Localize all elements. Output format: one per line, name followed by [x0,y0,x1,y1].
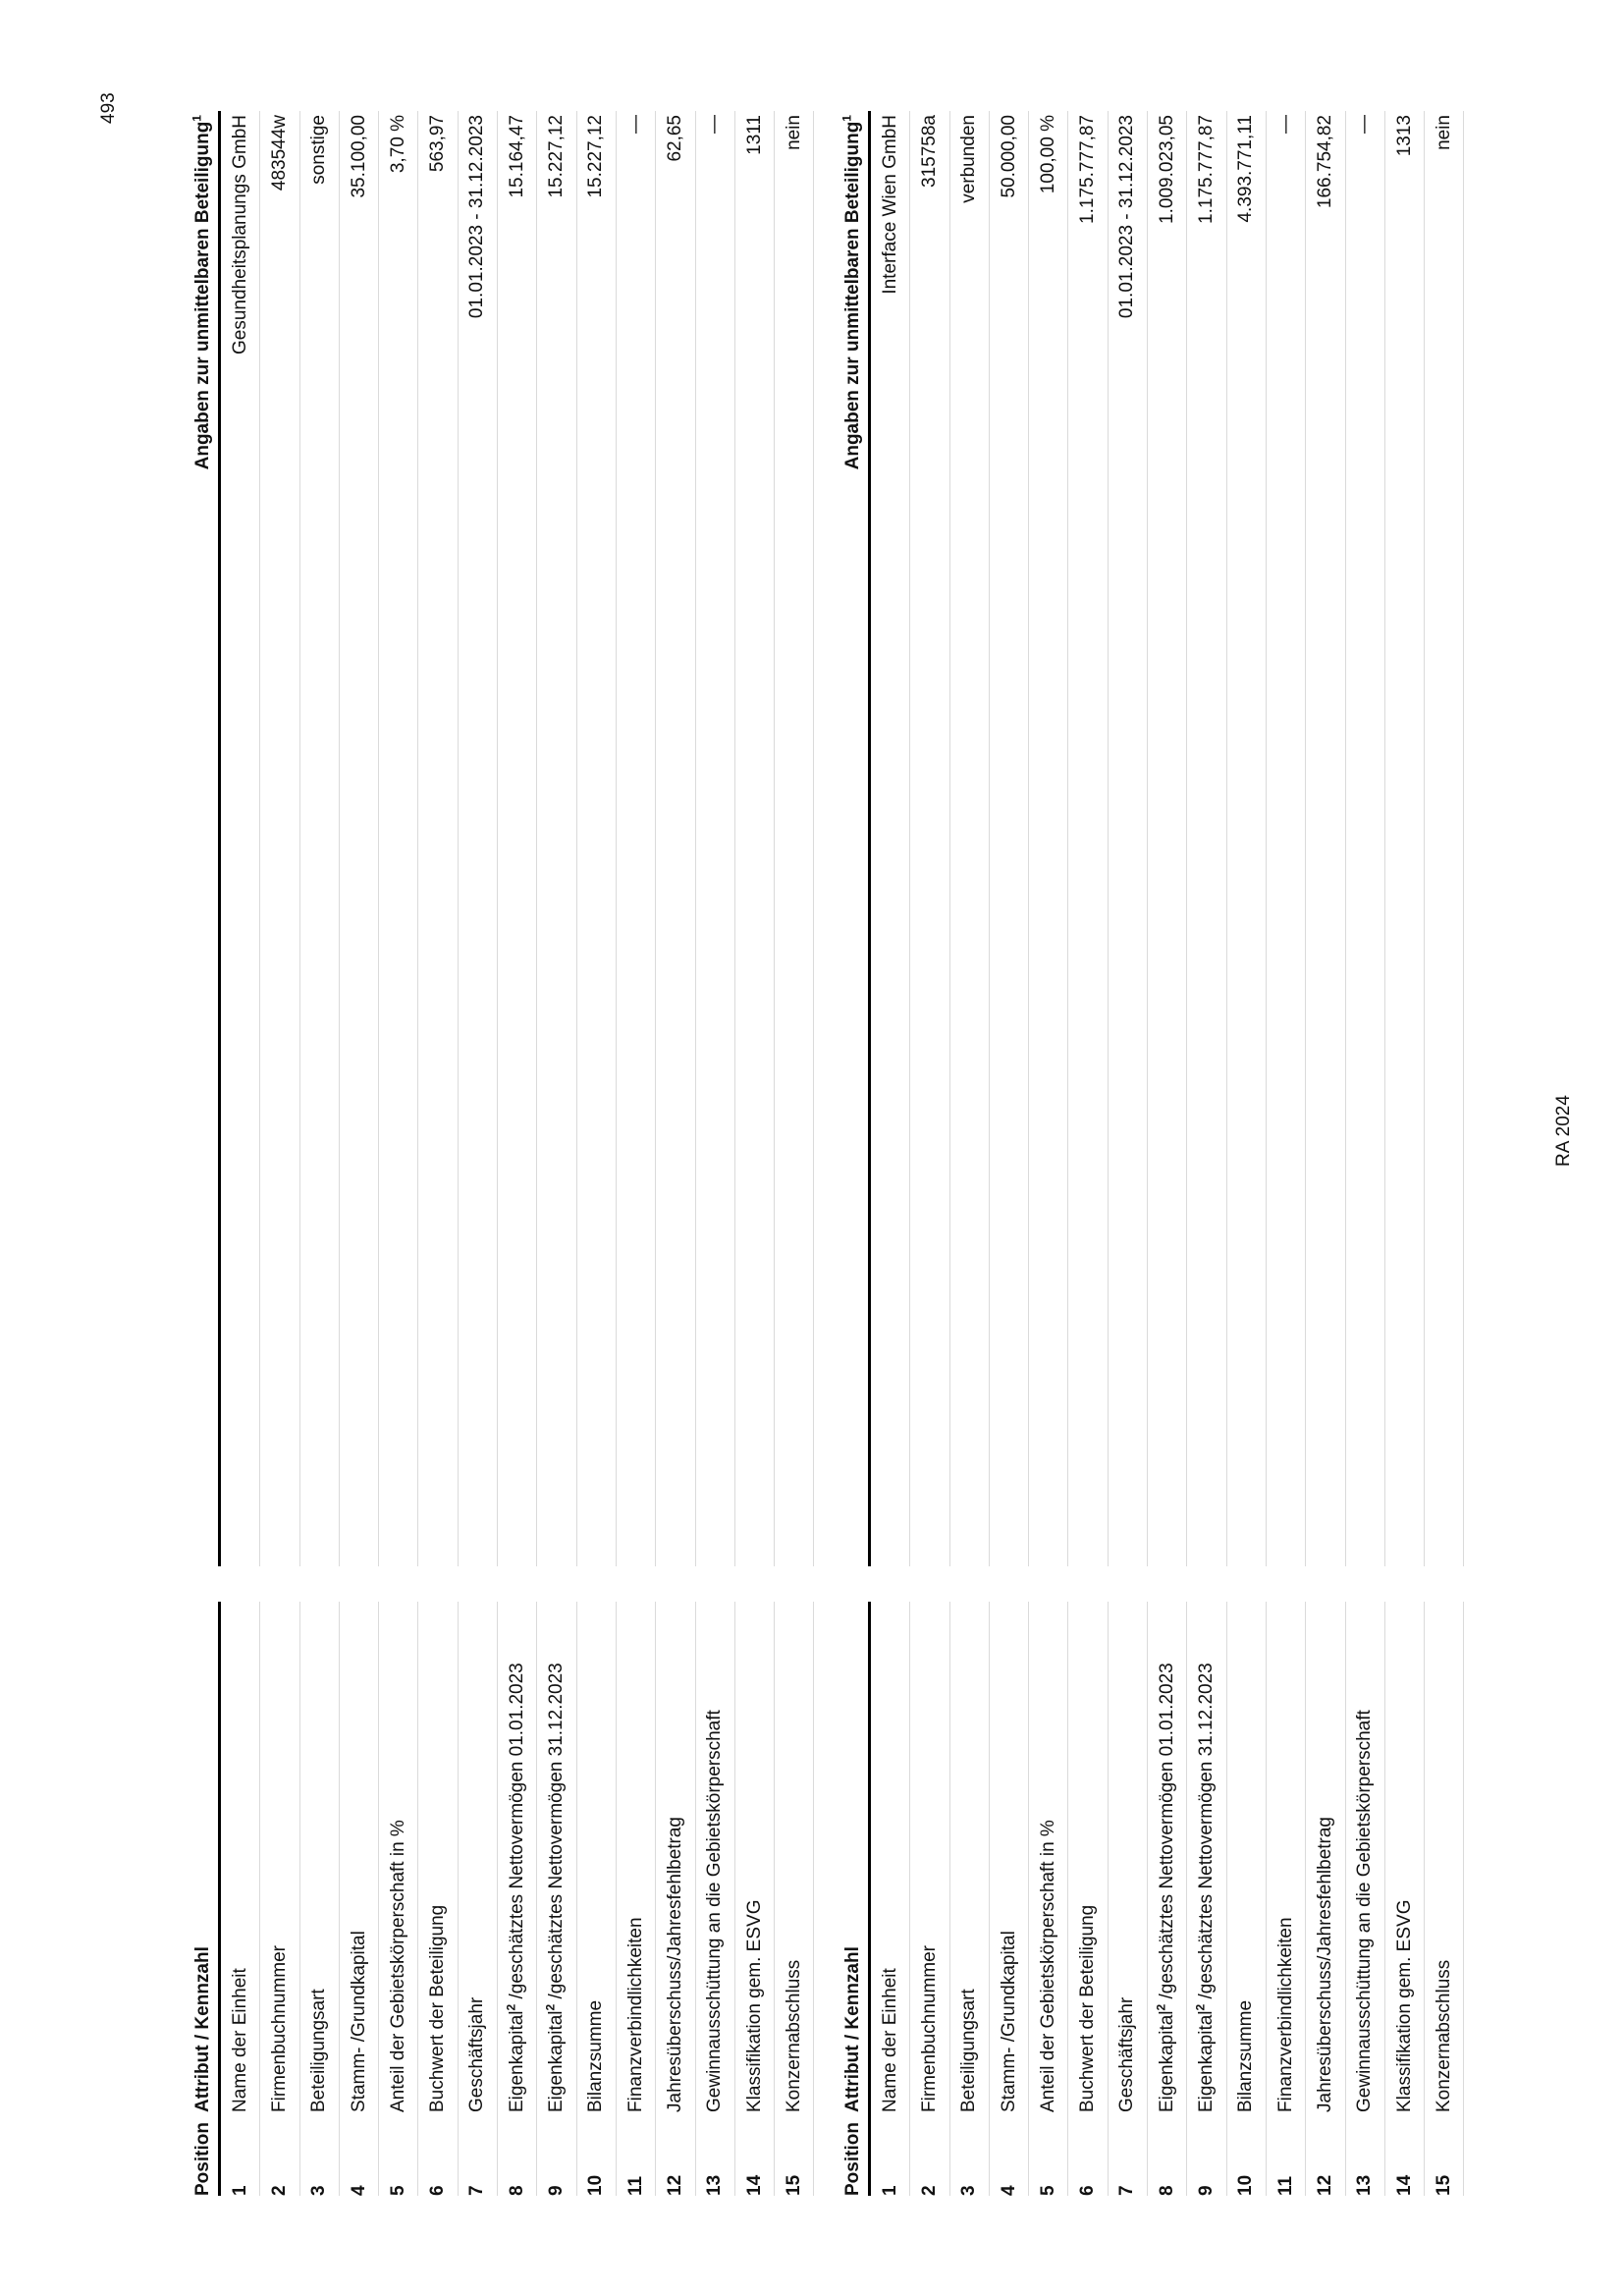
table-header-row [823,111,870,2196]
row-gap [418,1566,458,1602]
header-position: Position [173,2112,220,2196]
row-attribute [220,1602,260,2112]
row-attribute [339,1602,378,2112]
row-gap [870,1566,910,1602]
row-attribute [260,1602,299,2112]
attribute-label: Eigenkapital [1156,2010,1177,2112]
header-value-label: Angaben zur unmittelbaren Beteiligung [842,121,863,470]
header-gap [823,1566,870,1602]
row-position: 12 [656,2112,695,2196]
table-row [616,111,655,2196]
row-value: 3,70 % [379,111,418,1566]
row-value: Gesundheitsplanungs GmbH [220,111,260,1566]
row-position: 3 [949,2112,989,2196]
row-value: 01.01.2023 - 31.12.2023 [458,111,497,1566]
row-position: 2 [260,2112,299,2196]
table-row [260,111,299,2196]
row-attribute [910,1602,949,2112]
attribute-label: Konzernabschluss [783,1959,804,2112]
row-value: 62,65 [656,111,695,1566]
row-gap [910,1566,949,1602]
row-position: 11 [616,2112,655,2196]
participation-table-2 [823,111,1464,2196]
attribute-label: Anteil der Gebietskörperschaft in % [1037,1820,1058,2112]
attribute-label: Beteiligungsart [958,1989,980,2112]
attribute-label-rest: /geschätztes Nettovermögen 31.12.2023 [1196,1663,1218,2004]
row-gap [734,1566,774,1602]
row-position: 9 [537,2112,576,2196]
row-value: 563,97 [418,111,458,1566]
attribute-label: Beteiligungsart [308,1989,330,2112]
header-value-footnote: 1 [839,115,854,122]
row-value: sonstige [299,111,339,1566]
row-position: 3 [299,2112,339,2196]
attribute-label: Gewinnausschüttung an die Gebietskörperschaft [1354,1710,1376,2112]
table-row [537,111,576,2196]
row-attribute [1306,1602,1345,2112]
table-row [989,111,1028,2196]
row-gap [537,1566,576,1602]
attribute-label: Name der Einheit [879,1968,900,2112]
row-gap [989,1566,1028,1602]
row-gap [339,1566,378,1602]
row-gap [458,1566,497,1602]
table-row [910,111,949,2196]
row-value: — [616,111,655,1566]
row-attribute [537,1602,576,2112]
table-row [870,111,910,2196]
table-row [695,111,734,2196]
row-position: 7 [1108,2112,1147,2196]
row-value: 4.393.771,11 [1226,111,1266,1566]
row-attribute [498,1602,537,2112]
attribute-label: Jahresüberschuss/Jahresfehlbetrag [1314,1816,1335,2112]
table-row [1226,111,1266,2196]
row-value: 01.01.2023 - 31.12.2023 [1108,111,1147,1566]
attribute-label: Bilanzsumme [585,1999,607,2112]
attribute-footnote: 2 [1193,2003,1208,2011]
row-gap [616,1566,655,1602]
attribute-label: Geschäftsjahr [466,1996,488,2112]
row-value: — [695,111,734,1566]
row-attribute [1108,1602,1147,2112]
row-value: 100,00 % [1029,111,1068,1566]
attribute-footnote: 2 [504,2003,518,2011]
row-position: 6 [418,2112,458,2196]
row-gap [1425,1566,1464,1602]
participation-table-1 [173,111,814,2196]
row-gap [1068,1566,1108,1602]
row-value: 1313 [1384,111,1424,1566]
row-value: 50.000,00 [989,111,1028,1566]
row-attribute [616,1602,655,2112]
row-gap [656,1566,695,1602]
table-row [734,111,774,2196]
row-position: 12 [1306,2112,1345,2196]
header-attribute: Attribut / Kennzahl [173,1602,220,2112]
row-value: 315758a [910,111,949,1566]
row-gap [1384,1566,1424,1602]
row-attribute [775,1602,814,2112]
row-gap [949,1566,989,1602]
header-value [173,111,220,1566]
attribute-label: Jahresüberschuss/Jahresfehlbetrag [664,1816,685,2112]
header-position: Position [823,2112,870,2196]
row-gap [576,1566,616,1602]
row-value: 1.175.777,87 [1187,111,1226,1566]
attribute-label: Stamm- /Grundkapital [348,1931,369,2112]
row-value: 483544w [260,111,299,1566]
row-value: Interface Wien GmbH [870,111,910,1566]
header-value [823,111,870,1566]
attribute-label: Finanzverbindlichkeiten [624,1917,646,2112]
header-gap [173,1566,220,1602]
row-gap [379,1566,418,1602]
row-gap [1108,1566,1147,1602]
row-gap [1345,1566,1384,1602]
row-attribute [989,1602,1028,2112]
table-row [1345,111,1384,2196]
row-attribute [870,1602,910,2112]
table-row [339,111,378,2196]
table-row [220,111,260,2196]
table-row [1425,111,1464,2196]
attribute-label: Finanzverbindlichkeiten [1274,1917,1296,2112]
row-value: 35.100,00 [339,111,378,1566]
table-row [1148,111,1187,2196]
row-value: 15.227,12 [537,111,576,1566]
row-attribute [1068,1602,1108,2112]
row-attribute [1266,1602,1305,2112]
attribute-label-rest: /geschätztes Nettovermögen 01.01.2023 [506,1663,527,2004]
attribute-label: Gewinnausschüttung an die Gebietskörperschaft [704,1710,726,2112]
table-row [1108,111,1147,2196]
row-position: 4 [989,2112,1028,2196]
table-header-row [173,111,220,2196]
attribute-label: Buchwert der Beteiligung [1077,1904,1099,2112]
header-attribute: Attribut / Kennzahl [823,1602,870,2112]
row-attribute [1148,1602,1187,2112]
table-row [775,111,814,2196]
row-attribute [1345,1602,1384,2112]
row-position: 15 [1425,2112,1464,2196]
row-value: 1.175.777,87 [1068,111,1108,1566]
row-gap [299,1566,339,1602]
row-position: 13 [1345,2112,1384,2196]
row-gap [1029,1566,1068,1602]
attribute-label: Stamm- /Grundkapital [998,1931,1019,2112]
row-gap [1148,1566,1187,1602]
row-attribute [418,1602,458,2112]
row-position: 6 [1068,2112,1108,2196]
row-value: 1311 [734,111,774,1566]
row-position: 8 [1148,2112,1187,2196]
table-row [458,111,497,2196]
row-value: nein [775,111,814,1566]
row-position: 8 [498,2112,537,2196]
row-gap [695,1566,734,1602]
row-position: 7 [458,2112,497,2196]
table-row [299,111,339,2196]
row-gap [1226,1566,1266,1602]
table-row [379,111,418,2196]
attribute-footnote: 2 [1154,2003,1168,2011]
row-attribute [379,1602,418,2112]
row-value: 1.009.023,05 [1148,111,1187,1566]
attribute-label: Geschäftsjahr [1116,1996,1138,2112]
attribute-label: Name der Einheit [229,1968,250,2112]
table-row [418,111,458,2196]
row-position: 10 [1226,2112,1266,2196]
table-row [1266,111,1305,2196]
attribute-label-rest: /geschätztes Nettovermögen 01.01.2023 [1156,1663,1177,2004]
row-position: 4 [339,2112,378,2196]
table-row [1187,111,1226,2196]
header-value-label: Angaben zur unmittelbaren Beteiligung [192,121,213,470]
attribute-label: Buchwert der Beteiligung [427,1904,449,2112]
row-value: 15.227,12 [576,111,616,1566]
row-attribute [299,1602,339,2112]
row-gap [1306,1566,1345,1602]
footer-report-label: RA 2024 [1553,1095,1574,1167]
row-attribute [1226,1602,1266,2112]
row-attribute [1187,1602,1226,2112]
page-number: 493 [98,92,119,124]
row-position: 13 [695,2112,734,2196]
table-row [949,111,989,2196]
row-position: 2 [910,2112,949,2196]
row-position: 5 [1029,2112,1068,2196]
table-row [1068,111,1108,2196]
row-attribute [695,1602,734,2112]
row-gap [260,1566,299,1602]
row-position: 14 [734,2112,774,2196]
row-attribute [1384,1602,1424,2112]
row-attribute [656,1602,695,2112]
row-gap [220,1566,260,1602]
row-position: 14 [1384,2112,1424,2196]
attribute-label: Firmenbuchnummer [268,1945,290,2112]
row-position: 15 [775,2112,814,2196]
row-position: 1 [870,2112,910,2196]
attribute-label: Eigenkapital [546,2010,568,2112]
row-attribute [1425,1602,1464,2112]
row-attribute [576,1602,616,2112]
row-value: 166.754,82 [1306,111,1345,1566]
row-value: — [1345,111,1384,1566]
table-row [1029,111,1068,2196]
attribute-label: Eigenkapital [506,2010,527,2112]
attribute-label: Klassifikation gem. ESVG [743,1899,765,2112]
row-position: 10 [576,2112,616,2196]
attribute-label: Konzernabschluss [1433,1959,1454,2112]
table-row [1306,111,1345,2196]
table-row [498,111,537,2196]
row-attribute [1029,1602,1068,2112]
attribute-label: Klassifikation gem. ESVG [1393,1899,1415,2112]
row-value: verbunden [949,111,989,1566]
row-value: — [1266,111,1305,1566]
row-gap [498,1566,537,1602]
header-value-footnote: 1 [189,115,204,122]
row-value: 15.164,47 [498,111,537,1566]
row-attribute [734,1602,774,2112]
table-row [656,111,695,2196]
row-gap [1187,1566,1226,1602]
row-position: 1 [220,2112,260,2196]
attribute-label: Eigenkapital [1196,2010,1218,2112]
attribute-label: Anteil der Gebietskörperschaft in % [387,1820,408,2112]
row-position: 11 [1266,2112,1305,2196]
attribute-footnote: 2 [543,2003,558,2011]
row-attribute [458,1602,497,2112]
row-position: 5 [379,2112,418,2196]
attribute-label: Bilanzsumme [1235,1999,1257,2112]
attribute-label-rest: /geschätztes Nettovermögen 31.12.2023 [546,1663,568,2004]
row-value: nein [1425,111,1464,1566]
table-row [576,111,616,2196]
row-gap [775,1566,814,1602]
row-position: 9 [1187,2112,1226,2196]
row-attribute [949,1602,989,2112]
attribute-label: Firmenbuchnummer [918,1945,940,2112]
table-row [1384,111,1424,2196]
row-gap [1266,1566,1305,1602]
